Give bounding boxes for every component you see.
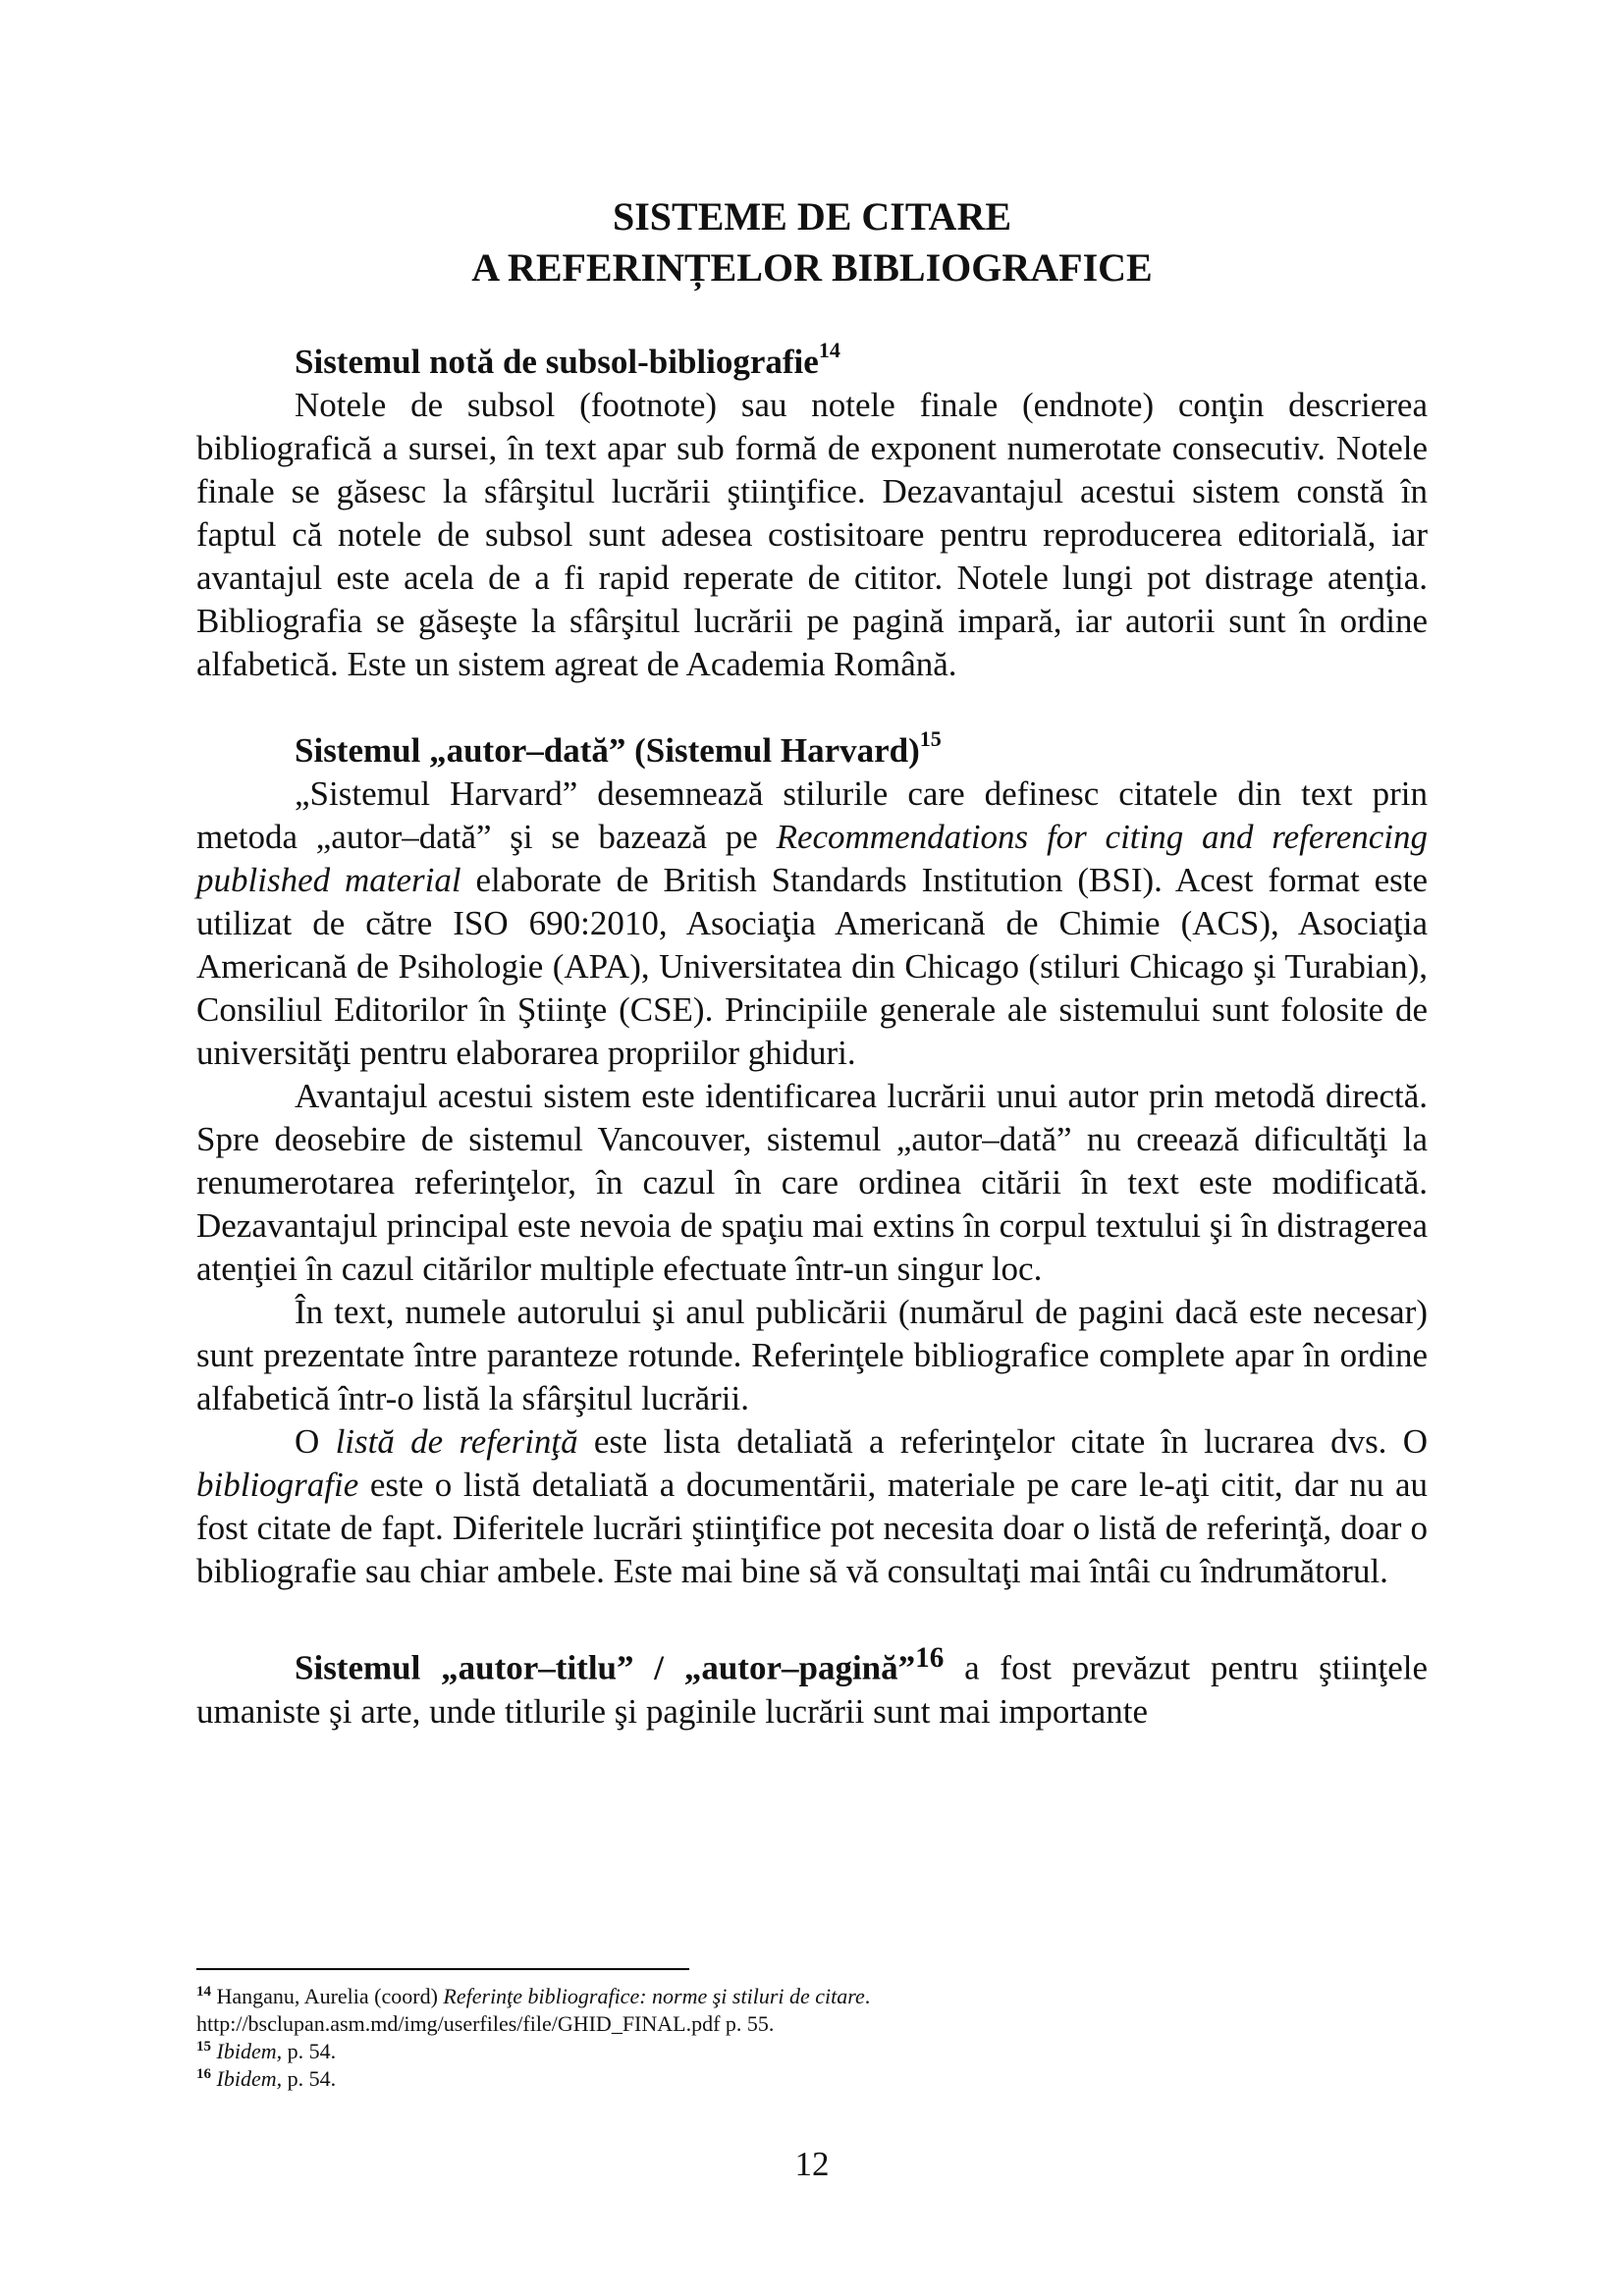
paragraph-author-title-system: Sistemul „autor–titlu” / „autor–pagină”$^{16}$ a fost prevăzut pentru ştiinţele umaniste şi arte, unde titlurile şi paginile lucrării sunt mai importante [196, 1642, 1428, 1731]
paragraph-reference-list: O listă de referinţă este lista detaliată a referinţelor citate în lucrarea dvs. O bibliografie este o listă detaliată a documentării, materiale pe care le-aţi citit, dar nu au fost citate de fapt. Diferitele lucrări ştiinţifice pot necesita doar o listă de referinţă, doar o bibliografie sau chiar ambele. Este mai bine să vă consultaţi mai întâi cu îndrumătorul. [196, 1422, 1428, 1590]
footnote-ref-16[interactable]: 16 [915, 1642, 945, 1674]
italic-publication-title: Recommendations for citing and referencing published material [196, 818, 1428, 899]
footnote-14: $^{14}$ Hanganu, Aurelia (coord) Referinţe bibliografice: norme şi stiluri de citare. [196, 1984, 871, 2008]
paragraph-harvard-intro: „Sistemul Harvard” desemnează stilurile care definesc citatele din text prin metoda „autor–dată” şi se bazează pe Recommendations for citing and referencing published material elaborate de British Standards Institution (BSI). Acest format este utilizat de către ISO 690:2010, Asociaţia Americană de Chimie (ACS), Asociaţia Americană de Psihologie (APA), Universitatea din Chicago (stiluri Chicago şi Turabian), Consiliul Editorilor în Ştiinţe (CSE). Principiile generale ale sistemului sunt folosite de universităţi pentru elaborarea propriilor ghiduri. [196, 774, 1428, 1072]
footnotes [196, 1983, 1428, 2093]
page-title [196, 191, 1428, 294]
footnote-ref-14[interactable]: 14 [818, 338, 840, 362]
paragraph-harvard-advantages: Avantajul acestui sistem este identificarea lucrării unui autor prin metodă directă. Spre deosebire de sistemul Vancouver, sistemul „autor–dată” nu creează dificultăţi la renumerotarea referinţelor, în cazul în care ordinea citării în text este modificată. Dezavantajul principal este nevoia de spaţiu mai extins în corpul textului şi în distragerea atenţiei în cazul citărilor multiple efectuate într-un singur loc. [196, 1077, 1428, 1288]
section-heading-harvard-system: Sistemul „autor–dată” (Sistemul Harvard)$^{15}$ [295, 726, 942, 770]
section-heading-footnote-system: Sistemul notă de subsol-bibliografie$^{14}$ [295, 338, 840, 381]
footnote-separator [196, 1968, 689, 1970]
title-line-2: A REFERINȚELOR BIBLIOGRAFICE [471, 245, 1153, 290]
footnote-16: $^{16}$ Ibidem, p. 54. [196, 2066, 337, 2091]
footnote-14-url[interactable]: http://bsclupan.asm.md/img/userfiles/file/GHID_FINAL.pdf p. 55. [196, 2011, 775, 2036]
section-heading-author-title: Sistemul „autor–titlu” / „autor–pagină” [295, 1648, 916, 1687]
footnote-15: $^{15}$ Ibidem, p. 54. [196, 2039, 337, 2063]
paragraph-harvard-in-text: În text, numele autorului şi anul publicării (numărul de pagini dacă este necesar) sunt prezentate între paranteze rotunde. Referinţele bibliografice complete apar în ordine alfabetică într-o listă la sfârşitul lucrării. [196, 1293, 1428, 1417]
footnote-ref-15[interactable]: 15 [919, 726, 942, 751]
paragraph-footnote-system: Notele de subsol (footnote) sau notele finale (endnote) conţin descrierea bibliografică a sursei, în text apar sub formă de exponent numerotate consecutiv. Notele finale se găsesc la sfârşitul lucrării ştiinţifice. Dezavantajul acestui sistem constă în faptul că notele de subsol sunt adesea costisitoare pentru reproducerea editorială, iar avantajul este acela de a fi rapid reperate de cititor. Notele lungi pot distrage atenţia. Bibliografia se găseşte la sfârşitul lucrării pe pagină impară, iar autorii sunt în ordine alfabetică. Este un sistem agreat de Academia Română. [196, 386, 1428, 683]
italic-term-bibliography: bibliografie [196, 1466, 359, 1504]
page-content [196, 191, 1428, 1734]
title-line-1: SISTEME DE CITARE [612, 194, 1012, 239]
page-number: 12 [794, 2145, 830, 2183]
italic-term-reference-list: listă de referinţă [335, 1422, 578, 1461]
